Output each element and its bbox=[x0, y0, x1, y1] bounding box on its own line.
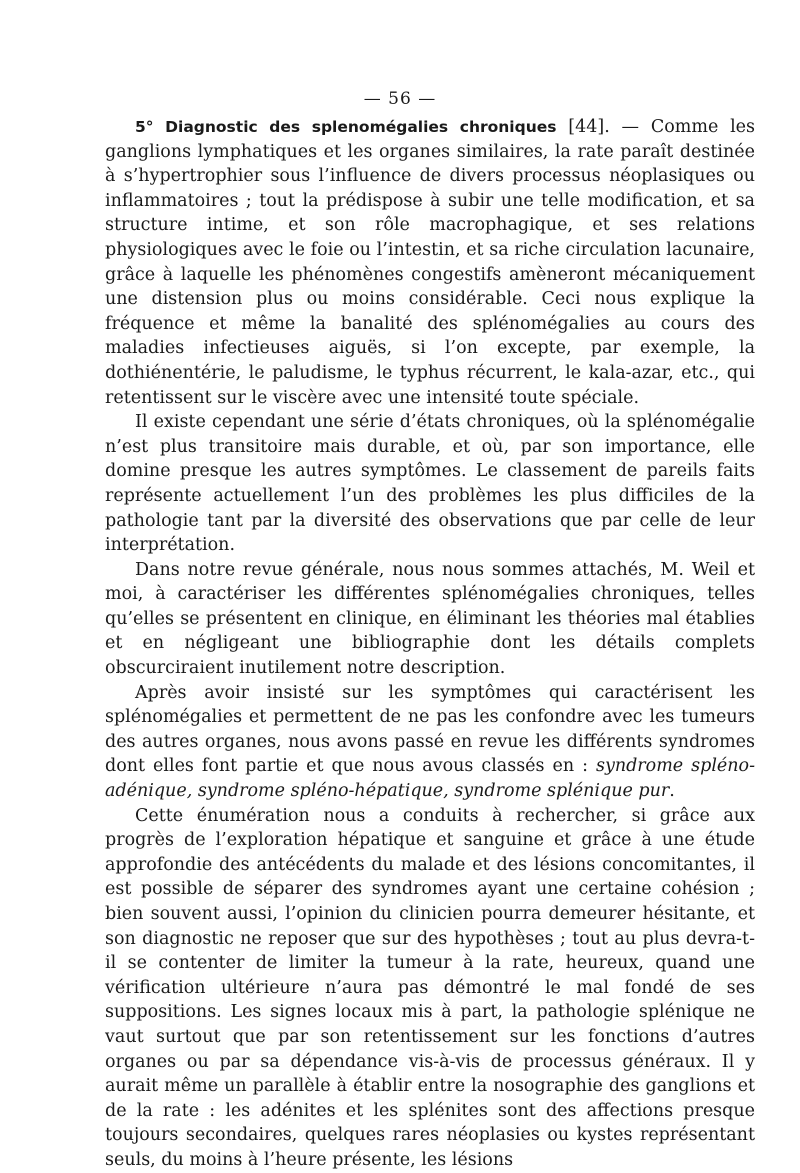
syndrome-list: syndrome spléno-adénique, syndrome spléno-hépatique, syndrome splénique pur bbox=[105, 756, 755, 802]
paragraph-1-text: — Comme les ganglions lymphatiques et les organes similaires, la rate paraît destinée à s’hypertrophier sous l’influence de divers processus néoplasiques ou inflammatoires ; tout la prédispose à subir une telle modification, et sa structure intime, et son rôle macrophagique, et ses relations physiologiques avec le foie ou l’intestin, et sa riche circulation lacunaire, grâce à laquelle les phénomènes congestifs amèneront mécaniquement une distension plus ou moins considérable. Ceci nous explique la fréquence et même la banalité des splénomégalies au cours des maladies infectieuses aiguës, si l’on excepte, par exemple, la dothiénentérie, le paludisme, le typhus récurrent, le kala-azar, etc., qui retentissent sur le viscère avec une intensité toute spéciale. bbox=[105, 117, 756, 408]
paragraph-2: Il existe cependant une série d’états chroniques, où la splénomégalie n’est plus transitoire mais durable, et où, par son importance, elle domine presque les autres symptômes. Le classement de pareils faits représente actuellement l’un des problèmes les plus difficiles de la pathologie tant par la diversité des observations que par celle de leur interprétation. bbox=[105, 412, 755, 556]
paragraph-4-end: . bbox=[669, 781, 675, 802]
reference-number: [44]. bbox=[568, 117, 610, 137]
paragraph-4 bbox=[105, 681, 755, 804]
paragraph-1 bbox=[105, 115, 755, 410]
page-number: — 56 — bbox=[363, 89, 437, 109]
body-text bbox=[105, 115, 755, 1173]
section-heading: 5° Diagnostic des splenomégalies chroniques bbox=[135, 118, 557, 136]
paragraph-5: Cette énumération nous a conduits à rechercher, si grâce aux progrès de l’exploration hépatique et sanguine et grâce à une étude approfondie des antécédents du malade et des lésions concomitantes, il est possible de séparer des syndromes ayant une certaine cohésion ; bien souvent aussi, l’opinion du clinicien pourra demeurer hésitante, et son diagnostic ne reposer que sur des hypothèses ; tout au plus devra-t-il se contenter de limiter la tumeur à la rate, heureux, quand une vérification ultérieure n’aura pas démontré le mal fondé de ses suppositions. Les signes locaux mis à part, la pathologie splénique ne vaut surtout que par son retentissement sur les fonctions d’autres organes ou par sa dépendance vis-à-vis de processus généraux. Il y aurait même un parallèle à établir entre la nosographie des ganglions et de la rate : les adénites et les splénites sont des affections presque toujours secondaires, quelques rares néoplasies ou kystes représentant seuls, du moins à l’heure présente, les lésions bbox=[105, 805, 755, 1170]
paragraph-3: Dans notre revue générale, nous nous sommes attachés, M. Weil et moi, à caractériser les différentes splénomégalies chroniques, telles qu’elles se présentent en clinique, en éliminant les théories mal établies et en négligeant une bibliographie dont les détails complets obscurciraient inutilement notre description. bbox=[105, 559, 755, 679]
paragraph-4-text: Après avoir insisté sur les symptômes qui caractérisent les splénomégalies et permettent de ne pas les confondre avec les tumeurs des autres organes, nous avons passé en revue les différents syndromes dont elles font partie et que nous avous classés en : bbox=[105, 682, 755, 777]
